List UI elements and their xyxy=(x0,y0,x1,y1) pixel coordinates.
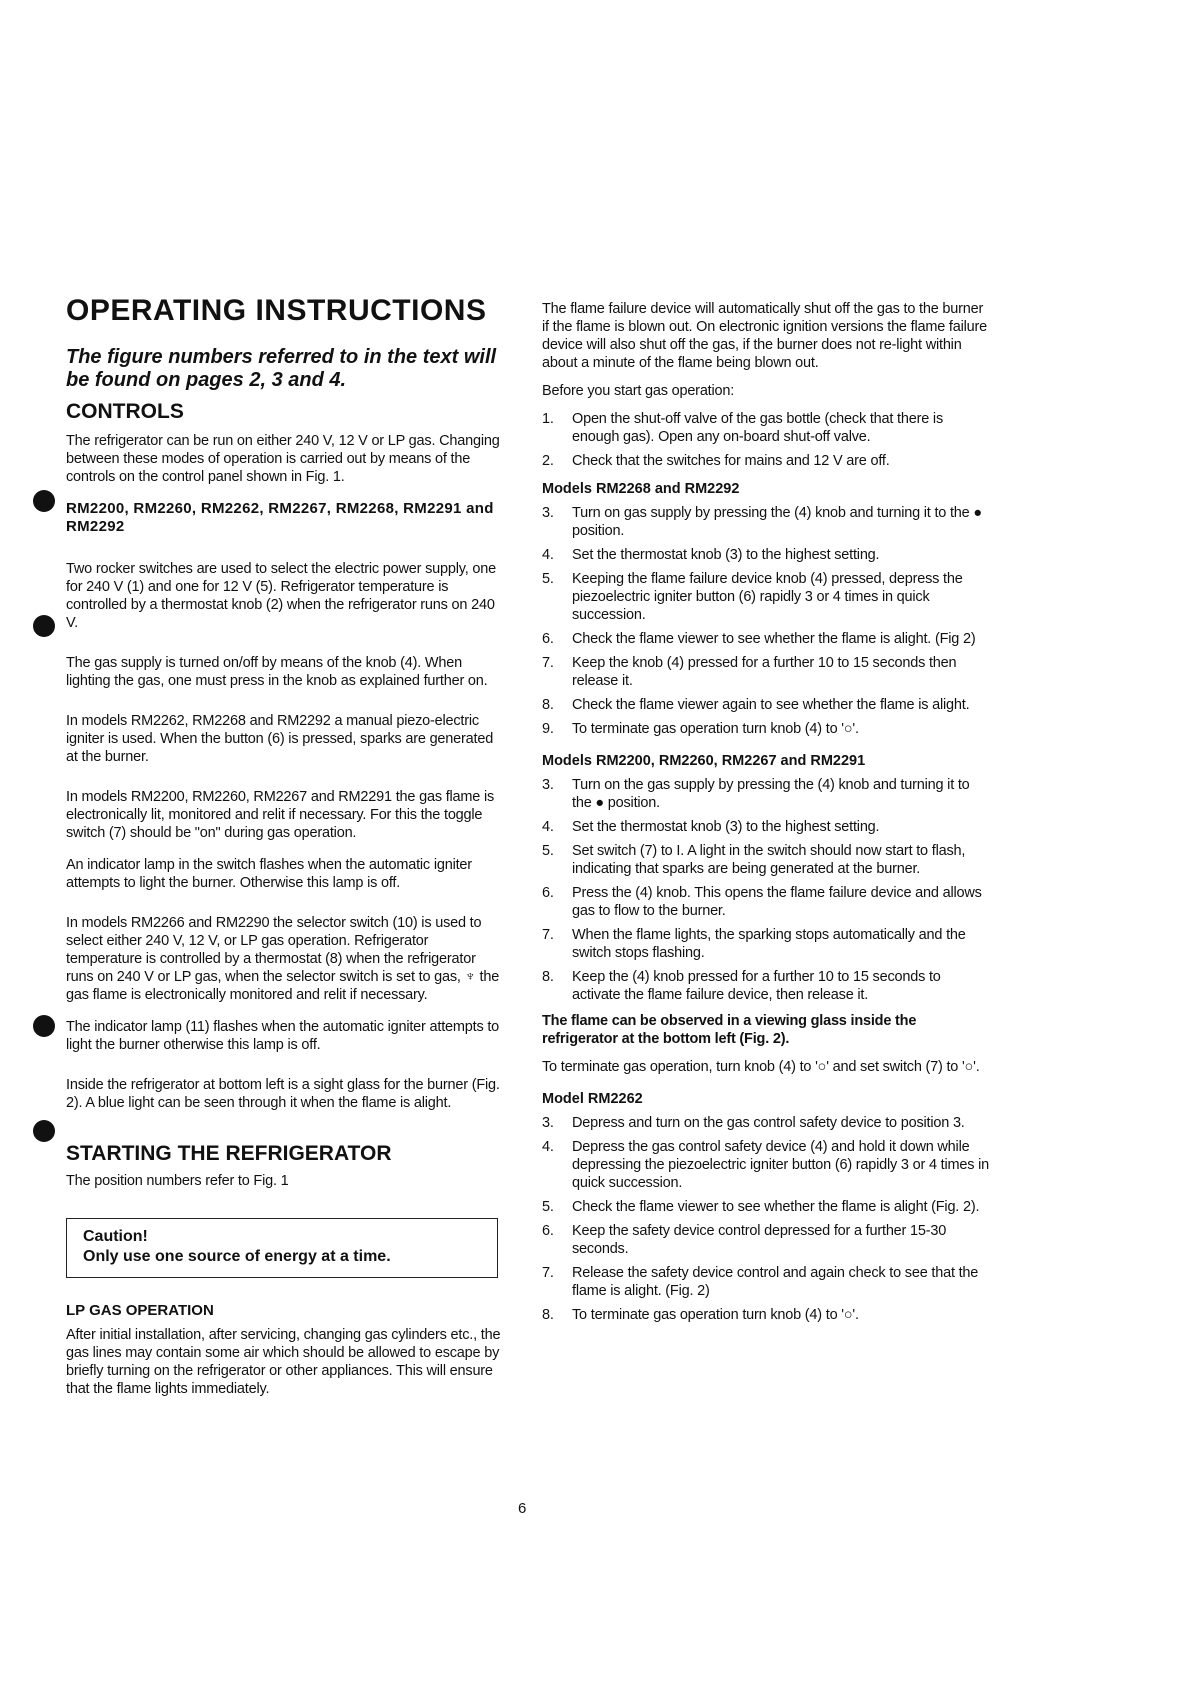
caution-box xyxy=(66,1218,498,1278)
step-number: 4. xyxy=(542,1139,554,1155)
caution-text: Only use one source of energy at a time. xyxy=(83,1248,391,1265)
step-number: 5. xyxy=(542,843,554,859)
step-item xyxy=(542,546,992,564)
step-text: Set switch (7) to I. A light in the switch should now start to flash, indicating that sparks are being generated at the burner. xyxy=(572,843,966,877)
step-item xyxy=(542,1198,992,1216)
flame-failure-paragraph: The flame failure device will automatically shut off the gas to the burner if the flame is blown out. On electronic ignition versions the flame failure device will also shut off the gas, if the burner does not re-light within about a minute of the flame being blown out. xyxy=(542,301,987,371)
step-item xyxy=(542,504,992,540)
models-a-steps-list xyxy=(542,504,992,738)
page-number: 6 xyxy=(518,1500,527,1517)
left-column xyxy=(66,294,506,1412)
step-text: Keep the safety device control depressed for a further 15-30 seconds. xyxy=(572,1223,947,1257)
step-number: 6. xyxy=(542,885,554,901)
observe-paragraph: The flame can be observed in a viewing glass inside the refrigerator at the bottom left (Fig. 2). xyxy=(542,1013,917,1047)
piezo-paragraph: In models RM2262, RM2268 and RM2292 a manual piezo-electric igniter is used. When the button (6) is pressed, sparks are generated at the burner. xyxy=(66,713,494,765)
step-number: 5. xyxy=(542,571,554,587)
selector-text-a: In models RM2266 and RM2290 the selector switch (10) is used to select either 240 V, 12 V, or LP gas operation. Refrigerator temperature is controlled by a thermostat (8) when the refrigerator runs on 240 V or LP gas, when the selector switch is set to gas, xyxy=(66,915,482,985)
step-number: 3. xyxy=(542,505,554,521)
step-number: 9. xyxy=(542,721,554,737)
selector-switch-paragraph xyxy=(66,914,506,1004)
binder-hole-mark xyxy=(33,1015,55,1037)
step-text: When the flame lights, the sparking stops automatically and the switch stops flashing. xyxy=(572,927,966,961)
models-heading: RM2200, RM2260, RM2262, RM2267, RM2268, RM2291 and RM2292 xyxy=(66,500,494,535)
step-item xyxy=(542,926,992,962)
terminate-b-paragraph: To terminate gas operation, turn knob (4) to '○' and set switch (7) to '○'. xyxy=(542,1059,980,1075)
models-a-heading: Models RM2268 and RM2292 xyxy=(542,481,740,497)
step-item xyxy=(542,720,992,738)
step-item xyxy=(542,1222,992,1258)
models-b-heading: Models RM2200, RM2260, RM2267 and RM2291 xyxy=(542,753,866,769)
step-text: Check the flame viewer again to see whether the flame is alight. xyxy=(572,697,970,713)
caution-title: Caution! xyxy=(83,1228,148,1245)
step-number: 4. xyxy=(542,819,554,835)
lp-gas-heading: LP GAS OPERATION xyxy=(66,1302,214,1319)
step-text: Depress and turn on the gas control safety device to position 3. xyxy=(572,1115,965,1131)
step-item xyxy=(542,1114,992,1132)
step-text: Keeping the flame failure device knob (4) pressed, depress the piezoelectric igniter button (6) rapidly 3 or 4 times in quick succession. xyxy=(572,571,963,623)
step-number: 7. xyxy=(542,927,554,943)
step-item xyxy=(542,654,992,690)
step-number: 5. xyxy=(542,1199,554,1215)
page-subtitle: The figure numbers referred to in the text will be found on pages 2, 3 and 4. xyxy=(66,346,497,391)
step-text: Press the (4) knob. This opens the flame failure device and allows gas to flow to the burner. xyxy=(572,885,982,919)
step-item xyxy=(542,1306,992,1324)
step-number: 1. xyxy=(542,411,554,427)
step-item xyxy=(542,630,992,648)
step-item xyxy=(542,776,992,812)
step-text: Turn on gas supply by pressing the (4) knob and turning it to the ● position. xyxy=(572,505,982,539)
step-number: 3. xyxy=(542,1115,554,1131)
step-number: 3. xyxy=(542,777,554,793)
common-steps-list xyxy=(542,410,992,470)
step-text: Open the shut-off valve of the gas bottle (check that there is enough gas). Open any on-board shut-off valve. xyxy=(572,411,944,445)
step-item xyxy=(542,884,992,920)
lamp-11-paragraph: The indicator lamp (11) flashes when the automatic igniter attempts to light the burner otherwise this lamp is off. xyxy=(66,1019,500,1053)
before-start-text: Before you start gas operation: xyxy=(542,383,735,399)
step-number: 8. xyxy=(542,1307,554,1323)
step-item xyxy=(542,410,992,446)
step-number: 7. xyxy=(542,655,554,671)
rocker-paragraph: Two rocker switches are used to select the electric power supply, one for 240 V (1) and one for 12 V (5). Refrigerator temperature is controlled by a thermostat knob (2) when the refrigerator runs on 240 V. xyxy=(66,561,497,631)
controls-intro: The refrigerator can be run on either 240 V, 12 V or LP gas. Changing between these modes of operation is carried out by means of the controls on the control panel shown in Fig. 1. xyxy=(66,433,500,485)
step-number: 6. xyxy=(542,631,554,647)
step-text: To terminate gas operation turn knob (4) to '○'. xyxy=(572,721,859,737)
step-text: Set the thermostat knob (3) to the highest setting. xyxy=(572,547,880,563)
indicator-lamp-paragraph: An indicator lamp in the switch flashes when the automatic igniter attempts to light the burner. Otherwise this lamp is off. xyxy=(66,857,472,891)
step-item xyxy=(542,1138,992,1192)
position-note: The position numbers refer to Fig. 1 xyxy=(66,1173,289,1189)
step-number: 7. xyxy=(542,1265,554,1281)
step-number: 6. xyxy=(542,1223,554,1239)
step-item xyxy=(542,818,992,836)
step-number: 8. xyxy=(542,697,554,713)
flame-icon: ♆ xyxy=(464,968,476,985)
starting-heading: STARTING THE REFRIGERATOR xyxy=(66,1142,392,1165)
step-item xyxy=(542,842,992,878)
step-text: Check the flame viewer to see whether the flame is alight. (Fig 2) xyxy=(572,631,976,647)
binder-hole-mark xyxy=(33,615,55,637)
binder-hole-mark xyxy=(33,490,55,512)
step-text: Check the flame viewer to see whether the flame is alight (Fig. 2). xyxy=(572,1199,980,1215)
gas-supply-paragraph: The gas supply is turned on/off by means of the knob (4). When lighting the gas, one must press in the knob as explained further on. xyxy=(66,655,488,689)
step-text: Set the thermostat knob (3) to the highest setting. xyxy=(572,819,880,835)
step-number: 8. xyxy=(542,969,554,985)
page-title: OPERATING INSTRUCTIONS xyxy=(66,294,487,327)
controls-heading: CONTROLS xyxy=(66,400,184,423)
step-number: 2. xyxy=(542,453,554,469)
step-text: Turn on the gas supply by pressing the (4) knob and turning it to the ● position. xyxy=(572,777,970,811)
step-text: Keep the knob (4) pressed for a further 10 to 15 seconds then release it. xyxy=(572,655,957,689)
step-item xyxy=(542,968,992,1004)
step-text: To terminate gas operation turn knob (4) to '○'. xyxy=(572,1307,859,1323)
step-item xyxy=(542,452,992,470)
binder-hole-mark xyxy=(33,1120,55,1142)
selector-text-b: the gas flame is electronically monitored and relit if necessary. xyxy=(66,969,500,1003)
electronic-ignition-paragraph: In models RM2200, RM2260, RM2267 and RM2291 the gas flame is electronically lit, monitored and relit if necessary. For this the toggle switch (7) should be "on" during gas operation. xyxy=(66,789,495,841)
lp-gas-paragraph: After initial installation, after servicing, changing gas cylinders etc., the gas lines may contain some air which should be allowed to escape by briefly turning on the refrigerator or other appliances. This will ensure that the flame lights immediately. xyxy=(66,1327,501,1397)
sight-glass-paragraph: Inside the refrigerator at bottom left is a sight glass for the burner (Fig. 2). A blue light can be seen through it when the flame is alight. xyxy=(66,1077,500,1111)
right-column xyxy=(542,300,992,1332)
model-c-steps-list xyxy=(542,1114,992,1324)
step-text: Keep the (4) knob pressed for a further 10 to 15 seconds to activate the flame failure device, then release it. xyxy=(572,969,941,1003)
models-b-steps-list xyxy=(542,776,992,1004)
step-item xyxy=(542,696,992,714)
step-item xyxy=(542,570,992,624)
step-number: 4. xyxy=(542,547,554,563)
step-text: Check that the switches for mains and 12 V are off. xyxy=(572,453,890,469)
step-item xyxy=(542,1264,992,1300)
step-text: Release the safety device control and again check to see that the flame is alight. (Fig. 2) xyxy=(572,1265,979,1299)
model-c-heading: Model RM2262 xyxy=(542,1091,643,1107)
step-text: Depress the gas control safety device (4) and hold it down while depressing the piezoelectric igniter button (6) rapidly 3 or 4 times in quick succession. xyxy=(572,1139,989,1191)
